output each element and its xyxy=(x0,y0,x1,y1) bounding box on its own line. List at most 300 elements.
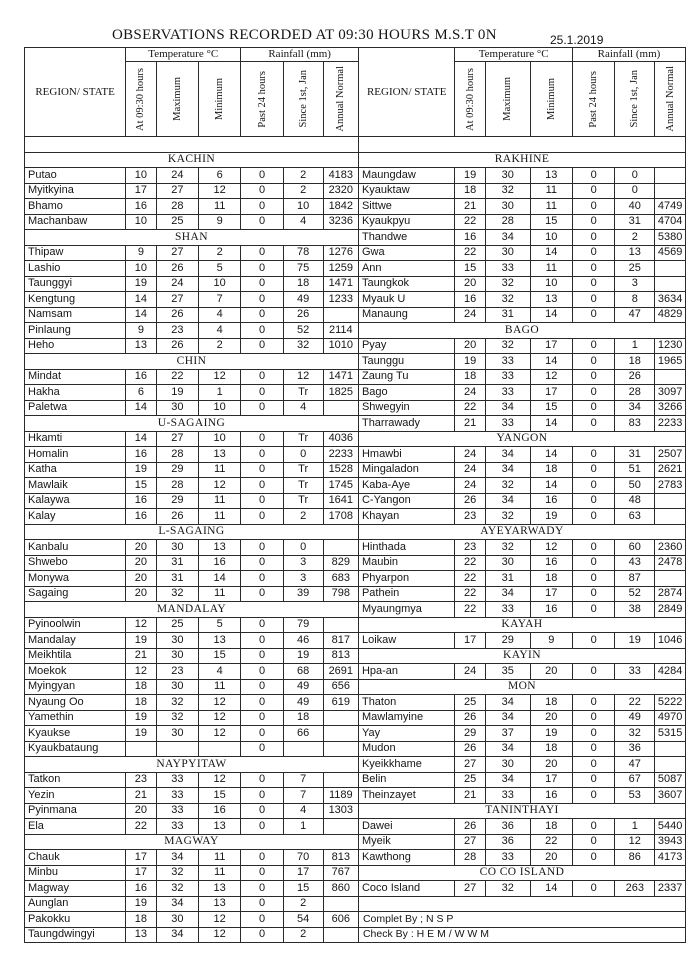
report-date: 25.1.2019 xyxy=(550,33,604,47)
temp-0930-cell: 24 xyxy=(455,462,486,478)
temp-max-cell: 25 xyxy=(156,617,198,633)
table-row xyxy=(25,912,686,928)
table-row xyxy=(25,695,686,711)
temp-max-cell: 33 xyxy=(485,788,530,804)
rain-24h-cell: 0 xyxy=(572,214,614,230)
rain-24h-cell: 0 xyxy=(241,199,283,215)
rain-annual-normal-cell: 1745 xyxy=(323,478,358,494)
rain-annual-normal-cell: 829 xyxy=(323,555,358,571)
rain-since-jan-cell: Tr xyxy=(283,462,323,478)
temp-0930-cell: 21 xyxy=(455,788,486,804)
rain-since-jan-cell: 7 xyxy=(283,772,323,788)
rain-since-jan-cell: 12 xyxy=(615,834,655,850)
temp-0930-cell: 14 xyxy=(126,307,157,323)
temp-min-cell: 10 xyxy=(199,431,241,447)
table-row xyxy=(25,152,686,168)
temp-min-cell: 12 xyxy=(199,912,241,928)
rain-since-jan-cell: 53 xyxy=(615,788,655,804)
rain-annual-normal-cell xyxy=(655,493,686,509)
station-name: Myingyan xyxy=(25,679,126,695)
rain-since-jan-cell: 70 xyxy=(283,850,323,866)
rain-24h-cell: 0 xyxy=(572,834,614,850)
temp-min-cell: 14 xyxy=(530,245,572,261)
temp-min-cell: 15 xyxy=(199,788,241,804)
rain-24h-cell: 0 xyxy=(572,245,614,261)
rain-24h-cell: 0 xyxy=(241,462,283,478)
temp-min-cell: 13 xyxy=(199,633,241,649)
station-name: Manaung xyxy=(358,307,454,323)
col-header-minimum: Minimum xyxy=(530,62,572,137)
station-name: Homalin xyxy=(25,447,126,463)
rain-24h-cell: 0 xyxy=(572,478,614,494)
station-name: Loikaw xyxy=(358,633,454,649)
rain-since-jan-cell: 10 xyxy=(283,199,323,215)
temp-0930-cell: 18 xyxy=(455,183,486,199)
rain-since-jan-cell: 32 xyxy=(615,726,655,742)
temp-0930-cell: 22 xyxy=(455,245,486,261)
rain-annual-normal-cell xyxy=(323,400,358,416)
temp-min-cell: 12 xyxy=(199,183,241,199)
table-row xyxy=(25,741,686,757)
station-name: Paletwa xyxy=(25,400,126,416)
station-name: Maungdaw xyxy=(358,168,454,184)
table-row xyxy=(25,648,686,664)
rain-annual-normal-cell: 683 xyxy=(323,571,358,587)
station-name: Kalay xyxy=(25,509,126,525)
temp-min-cell: 19 xyxy=(530,726,572,742)
station-name: Coco Island xyxy=(358,881,454,897)
temp-0930-cell: 24 xyxy=(455,478,486,494)
rain-annual-normal-cell: 1641 xyxy=(323,493,358,509)
report-title: OBSERVATIONS RECORDED AT 09:30 HOURS M.S.T 0N xyxy=(112,27,497,43)
rain-annual-normal-cell: 2233 xyxy=(655,416,686,432)
table-row xyxy=(25,927,686,943)
table-row xyxy=(25,602,686,618)
temp-max-cell: 33 xyxy=(485,416,530,432)
temp-0930-cell: 25 xyxy=(455,772,486,788)
rain-24h-cell: 0 xyxy=(241,447,283,463)
temp-max-cell: 34 xyxy=(485,447,530,463)
rain-since-jan-cell: 68 xyxy=(283,664,323,680)
rain-since-jan-cell: 0 xyxy=(615,183,655,199)
station-name: Pyay xyxy=(358,338,454,354)
rain-24h-cell: 0 xyxy=(572,292,614,308)
rain-24h-cell: 0 xyxy=(241,741,283,757)
station-name: Hkamti xyxy=(25,431,126,447)
rain-annual-normal-cell: 1528 xyxy=(323,462,358,478)
rain-annual-normal-cell: 1842 xyxy=(323,199,358,215)
temp-max-cell: 30 xyxy=(156,726,198,742)
rain-since-jan-cell: 52 xyxy=(283,323,323,339)
temp-min-cell: 12 xyxy=(530,369,572,385)
temp-min-cell: 20 xyxy=(530,664,572,680)
station-name: Dawei xyxy=(358,819,454,835)
table-row xyxy=(25,245,686,261)
rain-since-jan-cell: Tr xyxy=(283,493,323,509)
station-name: Taunggyi xyxy=(25,276,126,292)
rain-24h-cell: 0 xyxy=(572,710,614,726)
rain-24h-cell: 0 xyxy=(241,772,283,788)
rain-annual-normal-cell xyxy=(655,369,686,385)
rain-since-jan-cell: 0 xyxy=(615,168,655,184)
table-row xyxy=(25,183,686,199)
temp-max-cell: 34 xyxy=(485,741,530,757)
temp-max-cell: 34 xyxy=(485,400,530,416)
rainfall-header: Rainfall (mm) xyxy=(572,48,685,62)
rain-24h-cell: 0 xyxy=(241,679,283,695)
rain-annual-normal-cell: 2874 xyxy=(655,586,686,602)
temp-max-cell: 32 xyxy=(485,478,530,494)
rain-since-jan-cell: 2 xyxy=(283,183,323,199)
rain-since-jan-cell: 2 xyxy=(615,230,655,246)
rain-24h-cell: 0 xyxy=(572,509,614,525)
station-name: Zaung Tu xyxy=(358,369,454,385)
rain-annual-normal-cell: 1303 xyxy=(323,803,358,819)
temp-max-cell xyxy=(156,741,198,757)
temp-min-cell: 16 xyxy=(530,493,572,509)
rain-24h-cell: 0 xyxy=(572,462,614,478)
temp-max-cell: 30 xyxy=(485,555,530,571)
temp-max-cell: 32 xyxy=(156,586,198,602)
rain-annual-normal-cell: 1471 xyxy=(323,369,358,385)
station-name: Pyinoolwin xyxy=(25,617,126,633)
header-spacer-row xyxy=(25,137,686,153)
rain-annual-normal-cell: 2337 xyxy=(655,881,686,897)
temp-0930-cell: 16 xyxy=(455,292,486,308)
temp-0930-cell: 22 xyxy=(455,555,486,571)
temp-0930-cell: 25 xyxy=(455,695,486,711)
temp-max-cell: 34 xyxy=(156,896,198,912)
station-name: Pyinmana xyxy=(25,803,126,819)
temp-0930-cell: 12 xyxy=(126,664,157,680)
rain-annual-normal-cell: 4036 xyxy=(323,431,358,447)
temp-min-cell: 6 xyxy=(199,168,241,184)
temp-max-cell: 28 xyxy=(156,447,198,463)
rain-since-jan-cell: 40 xyxy=(615,199,655,215)
rain-24h-cell: 0 xyxy=(572,819,614,835)
station-name: Kalaywa xyxy=(25,493,126,509)
temp-max-cell: 27 xyxy=(156,245,198,261)
rain-24h-cell: 0 xyxy=(572,555,614,571)
temp-min-cell: 12 xyxy=(199,927,241,943)
temp-min-cell: 18 xyxy=(530,462,572,478)
table-row xyxy=(25,850,686,866)
rain-24h-cell: 0 xyxy=(241,710,283,726)
temp-0930-cell: 16 xyxy=(126,369,157,385)
temp-min-cell: 2 xyxy=(199,245,241,261)
station-name: Tatkon xyxy=(25,772,126,788)
rain-24h-cell: 0 xyxy=(241,292,283,308)
rain-24h-cell: 0 xyxy=(241,214,283,230)
station-name: Myauk U xyxy=(358,292,454,308)
temp-0930-cell: 21 xyxy=(455,416,486,432)
rain-annual-normal-cell: 2507 xyxy=(655,447,686,463)
table-row xyxy=(25,199,686,215)
rain-since-jan-cell: 15 xyxy=(283,881,323,897)
temp-0930-cell: 20 xyxy=(126,540,157,556)
table-row xyxy=(25,803,686,819)
temp-0930-cell: 19 xyxy=(126,896,157,912)
rain-since-jan-cell: 13 xyxy=(615,245,655,261)
temp-min-cell: 20 xyxy=(530,710,572,726)
rain-annual-normal-cell: 4829 xyxy=(655,307,686,323)
rain-since-jan-cell: 47 xyxy=(615,757,655,773)
temp-min-cell xyxy=(199,741,241,757)
temp-0930-cell: 19 xyxy=(126,710,157,726)
rain-annual-normal-cell xyxy=(323,772,358,788)
rain-since-jan-cell: 2 xyxy=(283,509,323,525)
rain-24h-cell: 0 xyxy=(241,540,283,556)
rain-24h-cell: 0 xyxy=(241,803,283,819)
temp-max-cell: 30 xyxy=(156,633,198,649)
rain-24h-cell: 0 xyxy=(572,183,614,199)
station-name: Thipaw xyxy=(25,245,126,261)
station-name: Yamethin xyxy=(25,710,126,726)
temp-max-cell: 30 xyxy=(485,757,530,773)
table-row xyxy=(25,276,686,292)
region-group-header: MAGWAY xyxy=(25,834,359,850)
rain-annual-normal-cell: 4704 xyxy=(655,214,686,230)
rain-since-jan-cell: 28 xyxy=(615,385,655,401)
station-name: Phyarpon xyxy=(358,571,454,587)
rain-annual-normal-cell: 3634 xyxy=(655,292,686,308)
temp-min-cell: 20 xyxy=(530,850,572,866)
rain-annual-normal-cell: 767 xyxy=(323,865,358,881)
rain-since-jan-cell: Tr xyxy=(283,385,323,401)
rain-annual-normal-cell: 813 xyxy=(323,850,358,866)
temp-0930-cell: 24 xyxy=(455,664,486,680)
region-group-header: KAYIN xyxy=(358,648,685,664)
region-group-header: RAKHINE xyxy=(358,152,685,168)
temp-min-cell: 11 xyxy=(199,509,241,525)
rain-24h-cell: 0 xyxy=(241,245,283,261)
temp-min-cell: 1 xyxy=(199,385,241,401)
temp-min-cell: 2 xyxy=(199,338,241,354)
temp-max-cell: 35 xyxy=(485,664,530,680)
rain-annual-normal-cell: 860 xyxy=(323,881,358,897)
rain-since-jan-cell: 17 xyxy=(283,865,323,881)
station-name: Yezin xyxy=(25,788,126,804)
station-name: Myeik xyxy=(358,834,454,850)
temp-min-cell: 10 xyxy=(199,400,241,416)
temp-0930-cell: 19 xyxy=(126,462,157,478)
rain-since-jan-cell: 46 xyxy=(283,633,323,649)
temp-0930-cell: 18 xyxy=(455,369,486,385)
temp-max-cell: 28 xyxy=(156,478,198,494)
temp-min-cell: 14 xyxy=(530,478,572,494)
temp-0930-cell: 28 xyxy=(455,850,486,866)
rain-annual-normal-cell xyxy=(323,927,358,943)
station-name: Hakha xyxy=(25,385,126,401)
temp-min-cell: 18 xyxy=(530,571,572,587)
table-row xyxy=(25,447,686,463)
table-row xyxy=(25,261,686,277)
rain-annual-normal-cell: 1046 xyxy=(655,633,686,649)
table-row xyxy=(25,307,686,323)
rain-since-jan-cell: 26 xyxy=(615,369,655,385)
rain-since-jan-cell: 32 xyxy=(283,338,323,354)
rain-since-jan-cell: Tr xyxy=(283,478,323,494)
rain-since-jan-cell: 18 xyxy=(615,354,655,370)
rain-since-jan-cell: 75 xyxy=(283,261,323,277)
rain-since-jan-cell: 3 xyxy=(283,571,323,587)
rain-annual-normal-cell: 2233 xyxy=(323,447,358,463)
rain-annual-normal-cell xyxy=(655,261,686,277)
temp-0930-cell: 27 xyxy=(455,881,486,897)
rain-24h-cell: 0 xyxy=(572,338,614,354)
temp-0930-cell: 18 xyxy=(126,695,157,711)
region-group-header: KAYAH xyxy=(358,617,685,633)
rain-annual-normal-cell: 5087 xyxy=(655,772,686,788)
temp-0930-cell: 9 xyxy=(126,245,157,261)
temp-min-cell: 10 xyxy=(199,276,241,292)
rain-since-jan-cell: 38 xyxy=(615,602,655,618)
station-name: Monywa xyxy=(25,571,126,587)
rain-since-jan-cell: 31 xyxy=(615,447,655,463)
rain-annual-normal-cell xyxy=(323,726,358,742)
temp-min-cell: 14 xyxy=(530,416,572,432)
rain-annual-normal-cell: 3943 xyxy=(655,834,686,850)
station-name: Nyaung Oo xyxy=(25,695,126,711)
rain-since-jan-cell: 19 xyxy=(283,648,323,664)
table-row xyxy=(25,524,686,540)
station-name: Kanbalu xyxy=(25,540,126,556)
temp-min-cell: 16 xyxy=(530,555,572,571)
temp-min-cell: 22 xyxy=(530,834,572,850)
temp-0930-cell: 23 xyxy=(455,540,486,556)
station-name: Gwa xyxy=(358,245,454,261)
rain-24h-cell: 0 xyxy=(572,726,614,742)
temp-min-cell: 12 xyxy=(199,695,241,711)
station-name: Ann xyxy=(358,261,454,277)
temp-min-cell: 17 xyxy=(530,338,572,354)
rain-since-jan-cell: 51 xyxy=(615,462,655,478)
station-name: Kyauktaw xyxy=(358,183,454,199)
observations-body xyxy=(25,152,686,943)
rain-annual-normal-cell: 5315 xyxy=(655,726,686,742)
rain-24h-cell: 0 xyxy=(572,199,614,215)
station-name: Pinlaung xyxy=(25,323,126,339)
rain-annual-normal-cell: 2114 xyxy=(323,323,358,339)
table-row xyxy=(25,478,686,494)
temp-max-cell: 34 xyxy=(485,695,530,711)
temp-max-cell: 27 xyxy=(156,431,198,447)
station-name: Magway xyxy=(25,881,126,897)
temp-0930-cell xyxy=(126,741,157,757)
col-header-annual-normal: Annual Normal xyxy=(323,62,358,137)
table-row xyxy=(25,431,686,447)
rain-since-jan-cell: 39 xyxy=(283,586,323,602)
rain-since-jan-cell: 60 xyxy=(615,540,655,556)
rain-annual-normal-cell: 1259 xyxy=(323,261,358,277)
rainfall-header: Rainfall (mm) xyxy=(241,48,359,62)
rain-annual-normal-cell xyxy=(655,168,686,184)
temp-0930-cell: 16 xyxy=(126,199,157,215)
temp-min-cell: 14 xyxy=(530,447,572,463)
temp-0930-cell: 27 xyxy=(455,834,486,850)
temp-max-cell: 32 xyxy=(485,183,530,199)
temp-0930-cell: 20 xyxy=(455,276,486,292)
station-name: Thandwe xyxy=(358,230,454,246)
temp-min-cell: 14 xyxy=(530,307,572,323)
temp-max-cell: 32 xyxy=(156,865,198,881)
temp-min-cell: 4 xyxy=(199,664,241,680)
rain-since-jan-cell: 1 xyxy=(615,819,655,835)
rain-annual-normal-cell: 2478 xyxy=(655,555,686,571)
rain-since-jan-cell: 67 xyxy=(615,772,655,788)
col-header-minimum: Minimum xyxy=(199,62,241,137)
temp-max-cell: 33 xyxy=(485,385,530,401)
temp-0930-cell: 20 xyxy=(126,571,157,587)
temp-min-cell: 11 xyxy=(199,199,241,215)
region-header: REGION/ STATE xyxy=(358,48,454,137)
rain-24h-cell: 0 xyxy=(241,664,283,680)
rain-since-jan-cell: 48 xyxy=(615,493,655,509)
temp-min-cell: 7 xyxy=(199,292,241,308)
rain-24h-cell: 0 xyxy=(241,865,283,881)
temp-min-cell: 13 xyxy=(199,540,241,556)
temp-min-cell: 11 xyxy=(199,865,241,881)
temperature-header: Temperature °C xyxy=(455,48,573,62)
temp-max-cell: 33 xyxy=(485,369,530,385)
temp-max-cell: 24 xyxy=(156,168,198,184)
rain-since-jan-cell: 78 xyxy=(283,245,323,261)
temp-max-cell: 33 xyxy=(485,602,530,618)
region-group-header: BAGO xyxy=(358,323,685,339)
rain-since-jan-cell: 63 xyxy=(615,509,655,525)
temp-min-cell: 15 xyxy=(530,400,572,416)
region-group-header: NAYPYITAW xyxy=(25,757,359,773)
observations-table xyxy=(24,47,686,943)
temp-min-cell: 11 xyxy=(199,679,241,695)
temp-max-cell: 33 xyxy=(156,788,198,804)
station-name: Hpa-an xyxy=(358,664,454,680)
rain-24h-cell: 0 xyxy=(241,927,283,943)
rain-24h-cell: 0 xyxy=(572,447,614,463)
rain-since-jan-cell: 54 xyxy=(283,912,323,928)
temp-max-cell: 26 xyxy=(156,307,198,323)
station-name: Mudon xyxy=(358,741,454,757)
station-name: Khayan xyxy=(358,509,454,525)
temperature-header: Temperature °C xyxy=(126,48,241,62)
temp-0930-cell: 19 xyxy=(126,633,157,649)
table-row xyxy=(25,509,686,525)
station-name: Taungkok xyxy=(358,276,454,292)
temp-max-cell: 27 xyxy=(156,292,198,308)
temp-0930-cell: 14 xyxy=(126,431,157,447)
temp-max-cell: 28 xyxy=(156,199,198,215)
rain-since-jan-cell: 8 xyxy=(615,292,655,308)
rain-since-jan-cell: Tr xyxy=(283,431,323,447)
rain-since-jan-cell: 12 xyxy=(283,369,323,385)
rain-24h-cell: 0 xyxy=(572,385,614,401)
rain-since-jan-cell: 0 xyxy=(283,447,323,463)
station-name: Maubin xyxy=(358,555,454,571)
temp-0930-cell: 20 xyxy=(455,338,486,354)
temp-min-cell: 17 xyxy=(530,772,572,788)
rain-24h-cell: 0 xyxy=(572,369,614,385)
rain-since-jan-cell: 2 xyxy=(283,896,323,912)
temp-max-cell: 33 xyxy=(156,819,198,835)
temp-max-cell: 34 xyxy=(485,586,530,602)
station-name: Theinzayet xyxy=(358,788,454,804)
rain-since-jan-cell: 26 xyxy=(283,307,323,323)
temp-min-cell: 12 xyxy=(199,369,241,385)
rain-annual-normal-cell xyxy=(655,509,686,525)
rain-since-jan-cell: 50 xyxy=(615,478,655,494)
table-row xyxy=(25,865,686,881)
rain-24h-cell: 0 xyxy=(572,633,614,649)
